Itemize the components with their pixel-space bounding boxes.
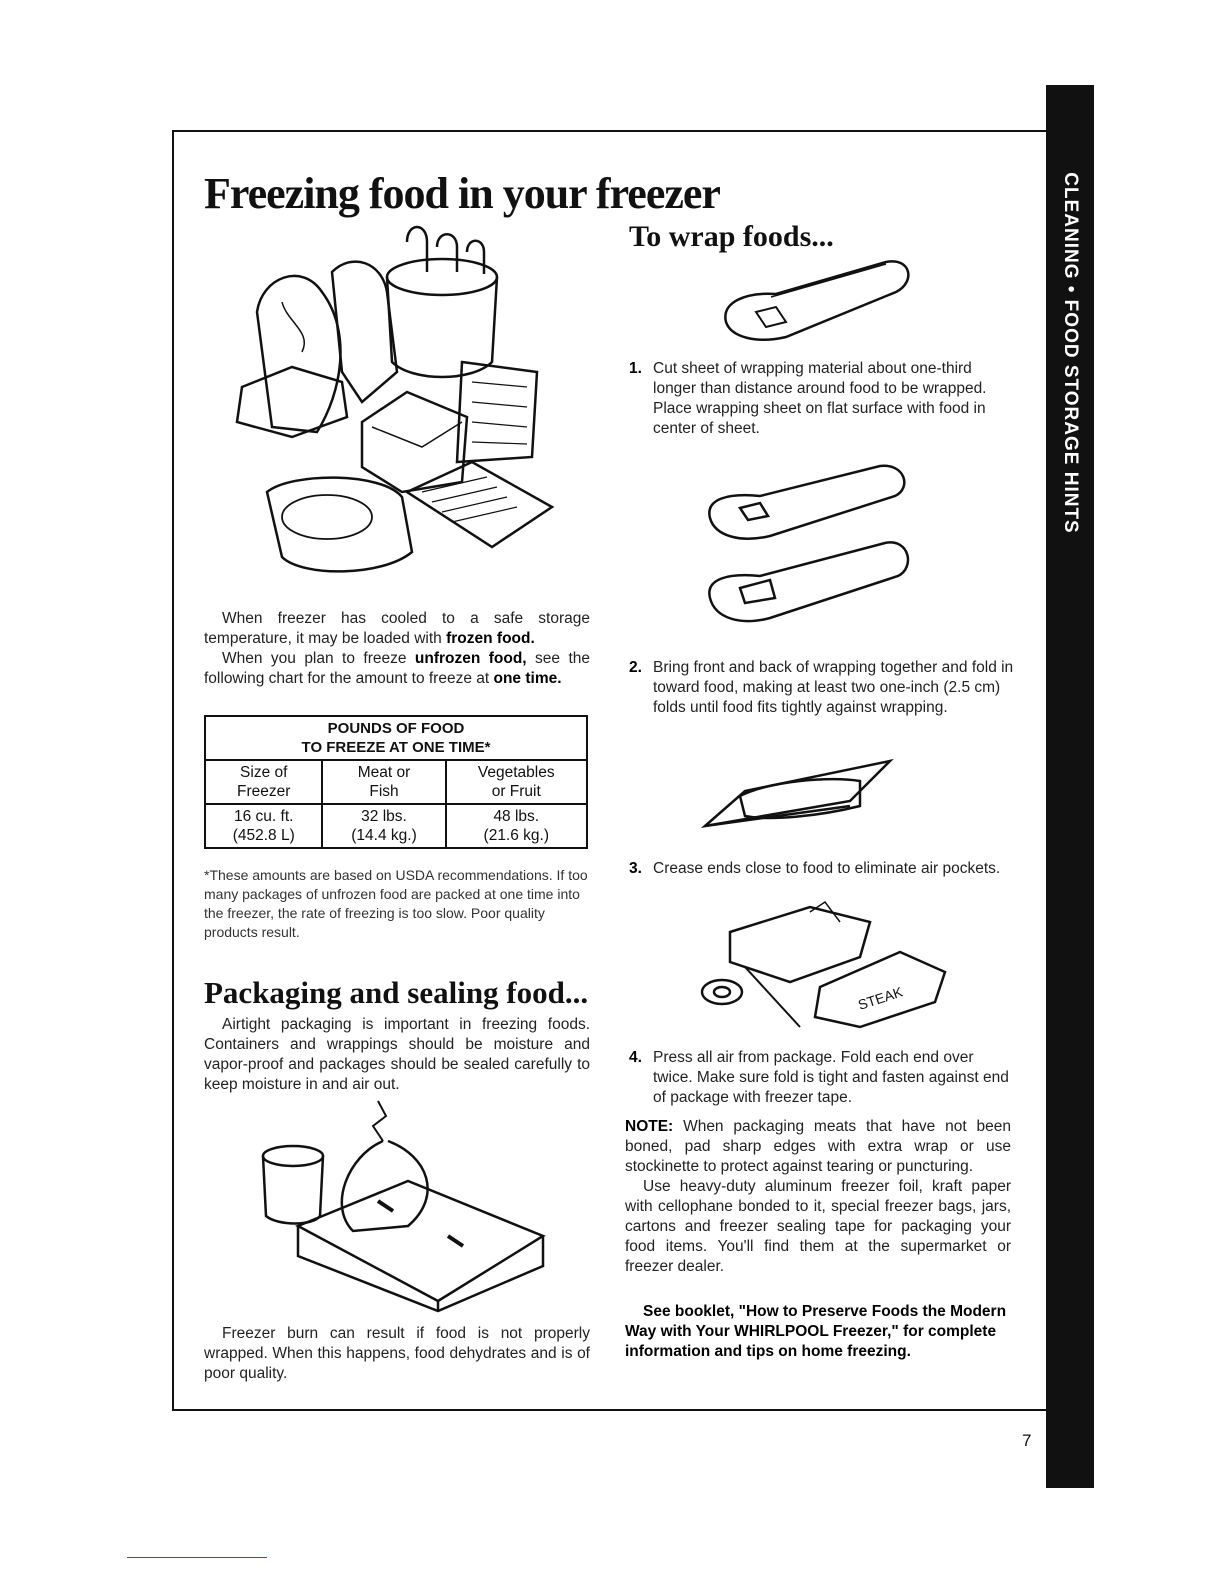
side-tab-label: CLEANING • FOOD STORAGE HINTS bbox=[1060, 172, 1081, 534]
packaging-heading: Packaging and sealing food... bbox=[204, 975, 589, 1010]
table-column-headers: Size of Freezer Meat or Fish Vegetables or Fruit bbox=[205, 760, 587, 804]
intro-text: When freezer has cooled to a safe storage temperature, it may be loaded with frozen food. When you plan to freeze unfrozen food, see the following chart for the amount to freeze at one time. bbox=[204, 610, 590, 687]
packaging-text: Airtight packaging is important in freezing foods. Containers and wrappings should be moisture and vapor-proof and packages should be sealed carefully to keep moisture in and air out. bbox=[204, 1016, 590, 1093]
steak-label: STEAK bbox=[855, 983, 905, 1013]
wrap-step3-illustration bbox=[700, 756, 900, 836]
note-text: NOTE: When packaging meats that have not been boned, pad sharp edges with extra wrap or use stockinette to protect against tearing or puncturing. Use heavy-duty aluminum freezer foil, kraft paper with cellophane bonded to it, special freezer bags, jars, cartons and freezer sealing tape for packaging your food items. You'll find them at the supermarket or freezer dealer. bbox=[625, 1118, 1011, 1275]
packaged-food-illustration bbox=[258, 1096, 548, 1316]
footer-rule bbox=[127, 1557, 267, 1558]
booklet-reference: See booklet, "How to Preserve Foods the Modern Way with Your WHIRLPOOL Freezer," for complete information and tips on home freezing. bbox=[625, 1303, 1007, 1360]
wrap-step-1: 1. Cut sheet of wrapping material about one-third longer than distance around food to be wrapped. Place wrapping sheet on flat surface with food in center of sheet. bbox=[629, 360, 987, 437]
frame-left-rule bbox=[172, 130, 174, 1411]
frame-top-rule bbox=[172, 130, 1048, 132]
wrap-step-2: 2. Bring front and back of wrapping together and fold in toward food, making at least two one-inch (2.5 cm) folds until food fits tightly against wrapping. bbox=[629, 659, 1014, 716]
wrap-step4-illustration bbox=[700, 892, 960, 1040]
freezer-burn-text: Freezer burn can result if food is not properly wrapped. When this happens, food dehydrates and is of poor quality. bbox=[204, 1325, 590, 1382]
wrap-step-3: 3. Crease ends close to food to eliminate air pockets. bbox=[629, 860, 1001, 877]
page-title: Freezing food in your freezer bbox=[204, 169, 720, 218]
table-footnote: *These amounts are based on USDA recommendations. If too many packages of unfrozen food are packed at one time into the freezer, the rate of freezing is too slow. Poor quality products result. bbox=[204, 867, 588, 940]
freeze-amount-table bbox=[204, 715, 588, 849]
wrap-step1-illustration bbox=[716, 252, 916, 347]
wrap-step-4: 4. Press all air from package. Fold each end over twice. Make sure fold is tight and fasten against end of package with freezer tape. bbox=[629, 1049, 1009, 1106]
table-header: POUNDS OF FOOD TO FREEZE AT ONE TIME* bbox=[205, 716, 587, 760]
frame-bottom-rule bbox=[172, 1409, 1048, 1411]
wrap-heading: To wrap foods... bbox=[629, 220, 834, 253]
table-row: 16 cu. ft. (452.8 L) 32 lbs. (14.4 kg.) 48 lbs. (21.6 kg.) bbox=[205, 804, 587, 848]
page-number: 7 bbox=[1022, 1431, 1032, 1450]
wrap-step2-illustration bbox=[700, 458, 920, 633]
frozen-foods-illustration bbox=[222, 222, 562, 582]
